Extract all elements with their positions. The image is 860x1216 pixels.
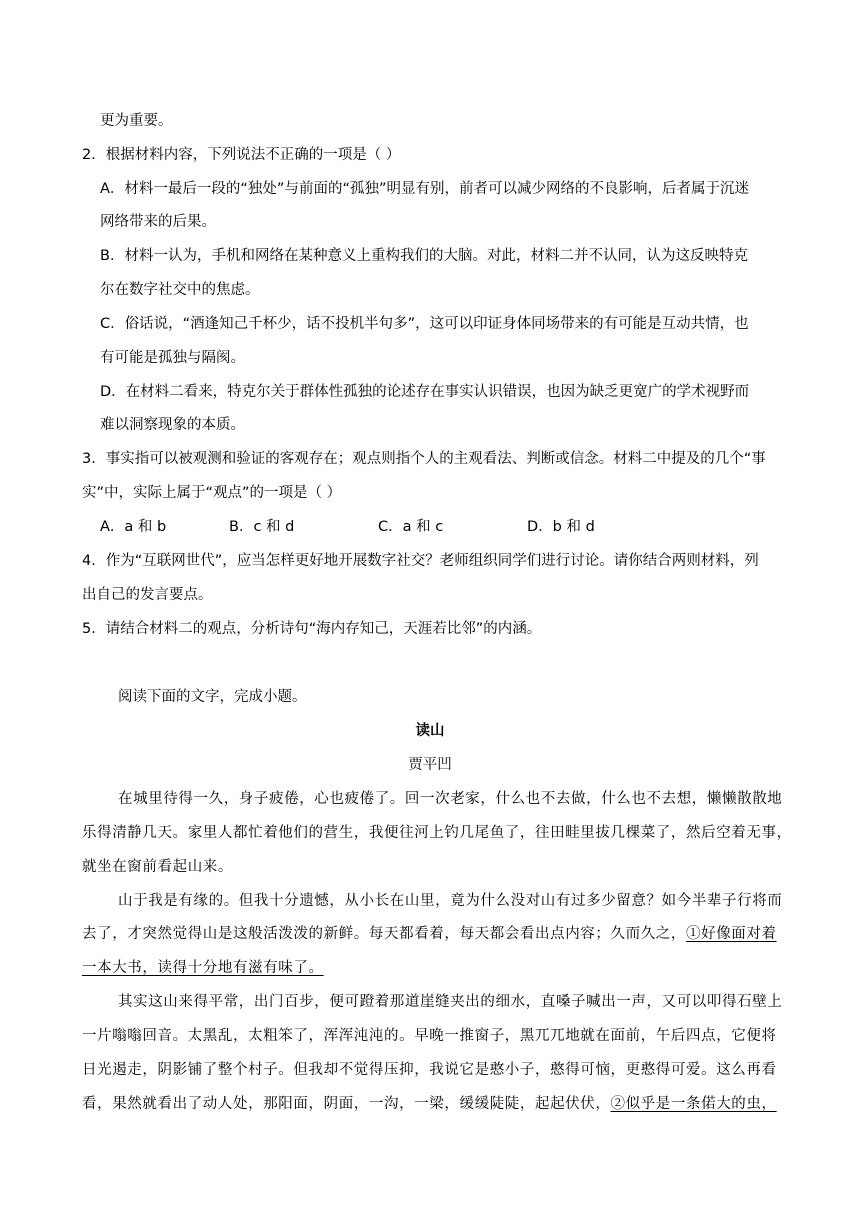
article-title: 读山	[415, 723, 445, 739]
q3-option-a: A．a 和 b	[100, 519, 167, 535]
question-5: 5．请结合材料二的观点，分析诗句“海内存知己，天涯若比邻”的内涵。	[82, 621, 542, 637]
underlined-sentence-1-cont: 一本大书，读得十分地有滋有味了。	[82, 960, 324, 976]
paragraph-3-line-4-text: 看，果然就看出了动人处，那阳面，阴面，一沟，一梁，缓缓陡陡，起起伏伏，	[82, 1096, 611, 1112]
question-2: 2．根据材料内容，下列说法不正确的一项是（ ）	[82, 147, 401, 163]
paragraph-2-line-1: 山于我是有缘的。但我十分遗憾，从小长在山里，竟为什么没对山有过多少留意？如今半辈子行将而	[118, 893, 783, 909]
paragraph-3-line-3: 日光遏走，阴影铺了整个村子。但我却不觉得压抑，我说它是憨小子，憨得可恼，更憨得可爱。这么再看	[82, 1062, 777, 1078]
question-3-cont: 实”中，实际上属于“观点”的一项是（ ）	[82, 485, 342, 501]
paragraph-3-line-4	[82, 1094, 777, 1114]
q2-option-d: D．在材料二看来，特克尔关于群体性孤独的论述存在事实认识错误，也因为缺乏更宽广的学术视野而	[100, 384, 750, 400]
q2-option-a: A．材料一最后一段的“独处”与前面的“孤独”明显有别，前者可以减少网络的不良影响，后者属于沉迷	[100, 181, 749, 197]
question-3: 3．事实指可以被观测和验证的客观存在；观点则指个人的主观看法、判断或信念。材料二中提及的几个“事	[82, 451, 766, 467]
paragraph-3-line-2: 一片嗡嗡回音。太黑乱，太粗笨了，浑浑沌沌的。早晚一推窗子，黑兀兀地就在面前，午后四点，它便将	[82, 1028, 777, 1044]
paragraph-1-line-3: 就坐在窗前看起山来。	[82, 859, 233, 875]
reading-instruction: 阅读下面的文字，完成小题。	[118, 689, 307, 705]
q3-option-b: B．c 和 d	[229, 519, 295, 535]
underlined-sentence-1: ①好像面对着	[686, 926, 777, 942]
q2-option-c-cont: 有可能是孤独与隔阂。	[100, 350, 245, 366]
q2-option-d-cont: 难以洞察现象的本质。	[100, 417, 245, 433]
article-author: 贾平凹	[408, 757, 452, 773]
continuation-line: 更为重要。	[100, 113, 173, 129]
paragraph-3-line-1: 其实这山来得平常，出门百步，便可蹬着那道崖缝夹出的细水，直嗓子喊出一声，又可以叩得石壁上	[118, 994, 783, 1010]
q2-option-b-cont: 尔在数字社交中的焦虑。	[100, 282, 260, 298]
q3-option-c: C．a 和 c	[378, 519, 444, 535]
q2-option-c: C．俗话说，“酒逢知己千杯少，话不投机半句多”，这可以印证身体同场带来的有可能是互动共情，也	[100, 316, 749, 332]
paragraph-1-line-2: 乐得清静几天。家里人都忙着他们的营生，我便往河上钓几尾鱼了，往田畦里拔几棵菜了，然后空着无事，	[82, 825, 792, 841]
question-4: 4．作为“互联网世代”，应当怎样更好地开展数字社交？老师组织同学们进行讨论。请你结合两则材料，列	[82, 553, 759, 569]
paragraph-2-line-2-text: 去了，才突然觉得山是这般活泼泼的新鲜。每天都看着，每天都会看出点内容；久而久之，	[82, 926, 686, 942]
q2-option-a-cont: 网络带来的后果。	[100, 214, 216, 230]
paragraph-2-line-2	[82, 924, 777, 944]
paragraph-1-line-1: 在城里待得一久，身子疲倦，心也疲倦了。回一次老家，什么也不去做，什么也不去想，懒懒散散地	[118, 791, 783, 807]
question-4-cont: 出自己的发言要点。	[82, 587, 213, 603]
q3-option-d: D．b 和 d	[527, 519, 595, 535]
underlined-sentence-2: ②似乎是一条偌大的虫，	[610, 1096, 777, 1112]
q2-option-b: B．材料一认为，手机和网络在某种意义上重构我们的大脑。对此，材料二并不认同，认为这反映特克	[100, 248, 748, 264]
